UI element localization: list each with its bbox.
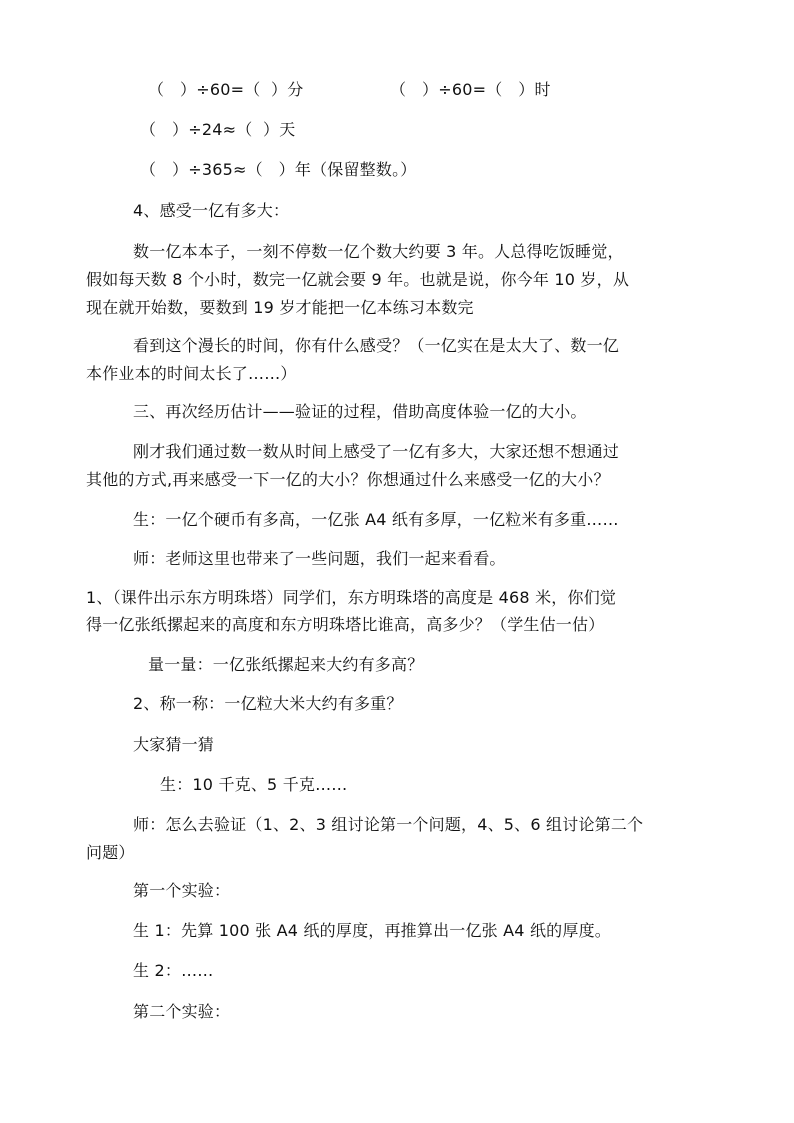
student-guess: 生：10 千克、5 千克…… [160,775,348,794]
paragraph-line: 看到这个漫长的时间，你有什么感受？（一亿实在是太大了、数一亿 [133,336,620,355]
paragraph-line: 数一亿本本子，一刻不停数一亿个数大约要 3 年。人总得吃饭睡觉， [133,242,624,261]
question-2: 2、称一称：一亿粒大米大约有多重？ [133,694,403,713]
experiment-2-heading: 第二个实验： [133,1002,231,1021]
section-heading-3: 三、再次经历估计——验证的过程，借助高度体验一亿的大小。 [133,402,587,421]
exercise-hours: （ ）÷60=（ ）时 [390,80,551,99]
paragraph-line: 假如每天数 8 个小时，数完一亿就会要 9 年。也就是说，你今年 10 岁，从 [86,270,630,289]
paragraph-line: 本作业本的时间太长了……） [86,364,297,383]
paragraph-line: 其他的方式,再来感受一下一亿的大小？你想通过什么来感受一亿的大小？ [86,470,610,489]
student-2-answer: 生 2：…… [133,961,214,980]
paragraph-line: 刚才我们通过数一数从时间上感受了一亿有多大，大家还想不想通过 [133,442,620,461]
teacher-verify: 师：怎么去验证（1、2、3 组讨论第一个问题，4、5、6 组讨论第二个 [133,815,644,834]
teacher-verify-cont: 问题） [86,843,135,862]
question-1: 1、（课件出示东方明珠塔）同学们，东方明珠塔的高度是 468 米，你们觉 [86,588,617,607]
experiment-1-heading: 第一个实验： [133,881,231,900]
section-heading-4: 4、感受一亿有多大： [133,201,290,220]
student-1-answer: 生 1：先算 100 张 A4 纸的厚度，再推算出一亿张 A4 纸的厚度。 [133,921,611,940]
exercise-minutes: （ ）÷60=（ ）分 [148,80,304,99]
teacher-line: 师：老师这里也带来了一些问题，我们一起来看看。 [133,549,506,568]
exercise-years: （ ）÷365≈（ ）年（保留整数。） [140,160,417,179]
guess-line: 大家猜一猜 [133,735,215,754]
paragraph-line: 现在就开始数，要数到 19 岁才能把一亿本练习本数完 [86,298,474,317]
student-answer: 生：一亿个硬币有多高，一亿张 A4 纸有多厚，一亿粒米有多重…… [133,510,619,529]
exercise-days: （ ）÷24≈（ ）天 [140,120,296,139]
question-1-cont: 得一亿张纸摞起来的高度和东方明珠塔比谁高，高多少？（学生估一估） [86,615,605,634]
measure-line: 量一量：一亿张纸摞起来大约有多高？ [148,655,424,674]
